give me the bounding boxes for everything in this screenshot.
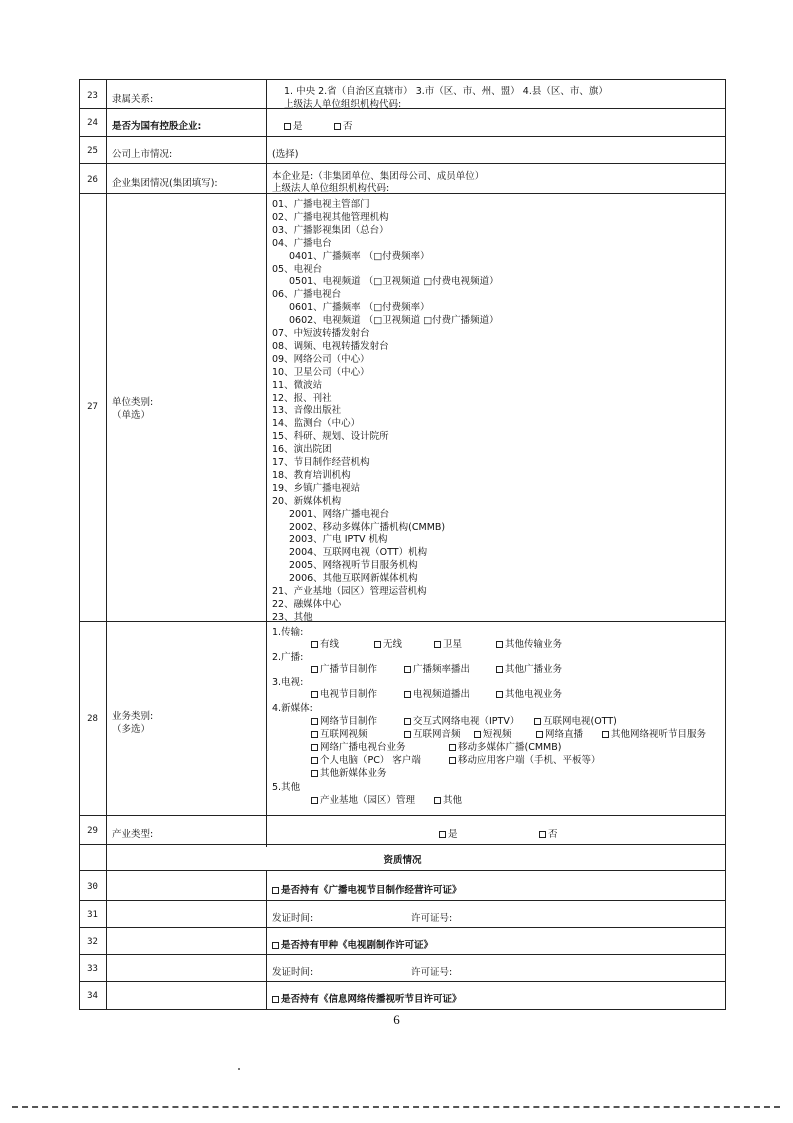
- checkbox-icon: [496, 641, 503, 648]
- business-option[interactable]: 广播节目制作: [311, 661, 377, 675]
- row-24: [79, 109, 726, 137]
- row-number: 30: [87, 882, 98, 892]
- checkbox-icon: [272, 942, 279, 949]
- business-option[interactable]: 短视频: [474, 726, 512, 740]
- section-title: 资质情况: [383, 855, 422, 866]
- checkbox-icon: [334, 123, 341, 130]
- unit-category-item[interactable]: 10、卫星公司（中心）: [272, 366, 370, 378]
- page-number: 6: [393, 1012, 400, 1027]
- field-sublabel: （单选）: [112, 410, 151, 421]
- business-option[interactable]: 互联网视频: [311, 726, 368, 740]
- unit-category-item[interactable]: 07、中短波转播发射台: [272, 328, 370, 339]
- row-number: 29: [87, 826, 98, 836]
- section-new-media: 4.新媒体:: [272, 703, 313, 714]
- checkbox-icon: [374, 641, 381, 648]
- field-label: 是否为国有控股企业:: [112, 121, 202, 132]
- business-option[interactable]: 交互式网络电视（IPTV）: [404, 713, 519, 727]
- section-other: 5.其他: [272, 782, 301, 793]
- unit-category-item[interactable]: 06、广播电视台: [272, 289, 342, 301]
- row-number: 28: [87, 714, 98, 724]
- checkbox-icon: [404, 731, 411, 738]
- listing-select[interactable]: (选择): [272, 149, 299, 160]
- row-number: 25: [87, 146, 98, 156]
- parent-org-code-label: 上级法人单位组织机构代码:: [284, 99, 402, 110]
- row-30: [79, 871, 726, 901]
- checkbox-icon: [439, 831, 446, 838]
- issue-date-label: 发证时间:: [272, 967, 314, 978]
- unit-category-item[interactable]: 16、演出院团: [272, 444, 332, 456]
- unit-category-item[interactable]: 02、广播电视其他管理机构: [272, 211, 389, 223]
- row-31: [79, 901, 726, 928]
- section-transmission: 1.传输:: [272, 627, 304, 638]
- section-broadcast: 2.广播:: [272, 652, 304, 663]
- license-check-30[interactable]: 是否持有《广播电视节目制作经营许可证》: [272, 882, 462, 896]
- row-number: 27: [87, 402, 98, 412]
- unit-category-item[interactable]: 13、音像出版社: [272, 405, 342, 417]
- parent-org-code-label: 上级法人单位组织机构代码:: [272, 183, 390, 194]
- business-option[interactable]: 其他新媒体业务: [311, 765, 387, 779]
- row-27: [79, 194, 726, 622]
- checkbox-icon: [539, 831, 546, 838]
- unit-category-item[interactable]: 0501、电视频道 （□卫视频道 □付费电视频道）: [289, 276, 499, 288]
- checkbox-icon: [496, 666, 503, 673]
- unit-category-item[interactable]: 2002、移动多媒体广播机构(CMMB): [289, 521, 446, 533]
- checkbox-icon: [404, 691, 411, 698]
- field-label: 公司上市情况:: [112, 149, 173, 160]
- business-option[interactable]: 广播频率播出: [404, 661, 470, 675]
- checkbox-icon: [311, 744, 318, 751]
- unit-category-item[interactable]: 05、电视台: [272, 263, 323, 275]
- row-number: 34: [87, 991, 98, 1001]
- unit-category-item[interactable]: 2003、广电 IPTV 机构: [289, 534, 388, 546]
- row-number: 33: [87, 964, 98, 974]
- license-check-34[interactable]: 是否持有《信息网络传播视听节目许可证》: [272, 991, 462, 1005]
- business-option[interactable]: 卫星: [434, 636, 462, 650]
- checkbox-icon: [272, 996, 279, 1003]
- checkbox-icon: [311, 757, 318, 764]
- business-option[interactable]: 其他: [434, 792, 462, 806]
- business-option[interactable]: 其他网络视听节目服务: [602, 726, 706, 740]
- checkbox-icon: [284, 123, 291, 130]
- checkbox-icon: [311, 666, 318, 673]
- row-33: [79, 955, 726, 982]
- field-label: 产业类型:: [112, 829, 154, 840]
- checkbox-icon: [311, 770, 318, 777]
- business-option[interactable]: 移动多媒体广播(CMMB): [449, 739, 561, 753]
- checkbox-icon: [534, 718, 541, 725]
- checkbox-icon: [404, 666, 411, 673]
- unit-category-item[interactable]: 03、广播影视集团（总台）: [272, 224, 389, 236]
- checkbox-icon: [311, 797, 318, 804]
- unit-category-item[interactable]: 2005、网络视听节目服务机构: [289, 560, 418, 572]
- business-option[interactable]: 其他传输业务: [496, 636, 562, 650]
- row-number: 26: [87, 175, 98, 185]
- unit-category-item[interactable]: 09、网络公司（中心）: [272, 353, 370, 365]
- unit-category-item[interactable]: 15、科研、规划、设计院所: [272, 431, 389, 443]
- section-qualification: [79, 845, 726, 871]
- unit-category-item[interactable]: 2001、网络广播电视台: [289, 508, 390, 520]
- checkbox-icon: [311, 641, 318, 648]
- business-option[interactable]: 有线: [311, 636, 339, 650]
- field-label: 单位类别:: [112, 397, 154, 408]
- checkbox-icon: [434, 641, 441, 648]
- field-label: 企业集团情况(集团填写):: [112, 178, 218, 189]
- field-sublabel: （多选）: [112, 724, 151, 735]
- business-option[interactable]: 网络直播: [536, 726, 583, 740]
- unit-category-item[interactable]: 20、新媒体机构: [272, 495, 342, 507]
- row-28: [79, 622, 726, 816]
- row-number: 24: [87, 118, 98, 128]
- unit-category-item[interactable]: 0601、广播频率 （□付费频率）: [289, 302, 430, 314]
- affiliation-options[interactable]: 1. 中央 2.省（自治区直辖市） 3.市（区、市、州、盟） 4.县（区、市、旗）: [284, 86, 608, 97]
- business-option[interactable]: 互联网电视(OTT): [534, 713, 617, 727]
- field-label: 隶属关系:: [112, 94, 154, 105]
- group-status-options[interactable]: 本企业是:（非集团单位、集团母公司、成员单位）: [272, 171, 485, 182]
- unit-category-item[interactable]: 01、广播电视主管部门: [272, 199, 370, 210]
- unit-category-item[interactable]: 17、节目制作经营机构: [272, 457, 370, 468]
- unit-category-item[interactable]: 18、教育培训机构: [272, 469, 351, 481]
- row-29: [79, 816, 726, 845]
- business-option[interactable]: 无线: [374, 636, 402, 650]
- checkbox-icon: [449, 757, 456, 764]
- business-option[interactable]: 电视节目制作: [311, 686, 377, 700]
- scan-speck: [238, 1068, 240, 1070]
- unit-category-item[interactable]: 23、其他: [272, 611, 313, 623]
- unit-category-item[interactable]: 12、报、刊社: [272, 392, 332, 404]
- issue-date-label: 发证时间:: [272, 913, 314, 924]
- business-option[interactable]: 网络节目制作: [311, 713, 377, 727]
- row-25: [79, 137, 726, 164]
- state-owned-yes[interactable]: 是: [284, 118, 303, 132]
- business-option[interactable]: 其他广播业务: [496, 661, 562, 675]
- checkbox-icon: [449, 744, 456, 751]
- field-label: 业务类别:: [112, 711, 154, 722]
- row-23: [79, 79, 726, 109]
- unit-category-item[interactable]: 04、广播电台: [272, 237, 332, 249]
- business-option[interactable]: 移动应用客户端（手机、平板等）: [449, 752, 601, 766]
- row-26: [79, 164, 726, 194]
- checkbox-icon: [474, 731, 481, 738]
- checkbox-icon: [536, 731, 543, 738]
- license-number-label: 许可证号:: [411, 913, 453, 924]
- license-number-label: 许可证号:: [411, 967, 453, 978]
- industry-yes[interactable]: 是: [439, 826, 458, 840]
- business-option[interactable]: 其他电视业务: [496, 686, 562, 700]
- row-number: 31: [87, 910, 98, 920]
- checkbox-icon: [311, 731, 318, 738]
- license-check-32[interactable]: 是否持有甲种《电视剧制作许可证》: [272, 937, 433, 951]
- unit-category-item[interactable]: 2004、互联网电视（OTT）机构: [289, 547, 428, 559]
- checkbox-icon: [311, 691, 318, 698]
- business-option[interactable]: 个人电脑（PC） 客户端: [311, 752, 421, 766]
- checkbox-icon: [602, 731, 609, 738]
- business-option[interactable]: 产业基地（园区）管理: [311, 792, 415, 806]
- checkbox-icon: [311, 718, 318, 725]
- checkbox-icon: [434, 797, 441, 804]
- unit-category-item[interactable]: 19、乡镇广播电视站: [272, 482, 361, 494]
- unit-category-item[interactable]: 22、融媒体中心: [272, 598, 342, 610]
- checkbox-icon: [496, 691, 503, 698]
- business-option[interactable]: 网络广播电视台业务: [311, 739, 406, 753]
- unit-category-item[interactable]: 2006、其他互联网新媒体机构: [289, 573, 418, 585]
- section-tv: 3.电视:: [272, 677, 304, 688]
- row-number: 23: [87, 91, 98, 101]
- row-number: 32: [87, 937, 98, 947]
- unit-category-item[interactable]: 21、产业基地（园区）管理运营机构: [272, 586, 427, 597]
- checkbox-icon: [272, 887, 279, 894]
- unit-category-item[interactable]: 0401、广播频率 （□付费频率）: [289, 250, 430, 262]
- business-option[interactable]: 电视频道播出: [404, 686, 470, 700]
- business-option[interactable]: 互联网音频: [404, 726, 461, 740]
- checkbox-icon: [404, 718, 411, 725]
- scan-dashed-edge: [12, 1106, 780, 1108]
- row-34: [79, 982, 726, 1010]
- row-32: [79, 928, 726, 955]
- industry-no[interactable]: 否: [539, 826, 558, 840]
- unit-category-item[interactable]: 0602、电视频道 （□卫视频道 □付费广播频道）: [289, 315, 499, 327]
- unit-category-item[interactable]: 11、微波站: [272, 379, 323, 391]
- unit-category-item[interactable]: 08、调频、电视转播发射台: [272, 340, 389, 352]
- state-owned-no[interactable]: 否: [334, 118, 353, 132]
- unit-category-item[interactable]: 14、监测台（中心）: [272, 418, 361, 430]
